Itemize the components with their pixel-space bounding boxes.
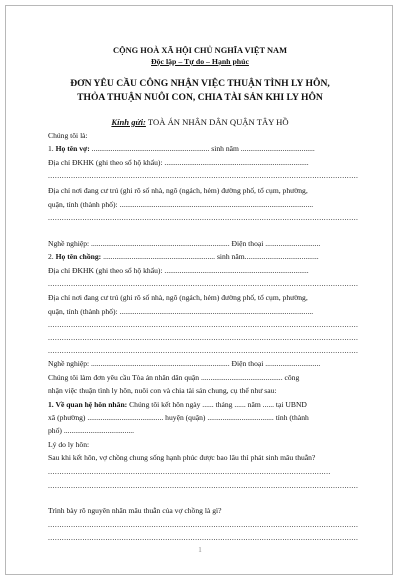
divorce-reason-label: Lý do ly hôn: [48, 440, 90, 449]
dotted-line: ....................................................................................................................................... [48, 279, 359, 288]
husband-residence-line-2: quận, tỉnh (thành phố): ...................................................................................................... [48, 307, 314, 316]
document-page [5, 5, 393, 575]
wife-registered-address: Địa chỉ ĐKHK (ghi theo sổ hộ khẩu): ............................................................................ [48, 158, 309, 167]
request-line-2: nhận việc thuận tình ly hôn, nuôi con và chia tài sản chung, cụ thể như sau: [48, 386, 277, 395]
husband-label: Họ tên chồng: [55, 252, 102, 261]
marriage-section-line-2: xã (phường) ........................................ huyện (quận) ................................... tỉnh (thành [48, 413, 309, 422]
dotted-line: ....................................................................................................................................... [48, 333, 359, 342]
wife-name-line [48, 144, 315, 153]
dotted-line: ....................................................................................................................................... [48, 520, 359, 529]
husband-occupation-line: Nghề nghiệp: ......................................................................... Điện thoại ............................. [48, 359, 321, 368]
wife-num: 1. [48, 144, 54, 153]
marriage-date-text: Chúng tôi kết hôn ngày ...... tháng ...... năm ...... tại UBND [127, 400, 307, 409]
wife-residence-line-1: Địa chỉ nơi đang cư trú (ghi rõ số nhà, ngõ (ngách, hẻm) đường phố, tổ cụm, phường, [48, 186, 308, 195]
wife-residence-line-2: quận, tỉnh (thành phố): ...................................................................................................... [48, 200, 314, 209]
recipient-value: TOÀ ÁN NHÂN DÂN QUẬN TÂY HỒ [147, 117, 289, 127]
dotted-line: ........................................................................................................................... [48, 467, 331, 476]
request-line-1: Chúng tôi làm đơn yêu cầu Tòa án nhân dân quận ........................................... công [48, 373, 300, 382]
wife-label: Họ tên vợ: [55, 144, 90, 153]
husband-num: 2. [48, 252, 54, 261]
motto-text: Độc lập – Tự do – Hạnh phúc [151, 57, 249, 66]
title-line-1: ĐƠN YÊU CẦU CÔNG NHẬN VIỆC THUẬN TÌNH LY HÔN, [70, 78, 330, 89]
marriage-section-line-3: phố) ..................................... [48, 426, 135, 435]
motto [6, 57, 394, 66]
wife-occupation-line: Nghề nghiệp: ......................................................................... Điện thoại ............................. [48, 239, 321, 248]
intro-text: Chúng tôi là: [48, 131, 88, 140]
dotted-line: ....................................................................................................................................... [48, 171, 359, 180]
husband-name-line [48, 252, 319, 261]
marriage-section-line-1 [48, 400, 307, 409]
recipient-line [6, 117, 394, 127]
page-number: 1 [198, 546, 202, 554]
nation-header: CỘNG HOÀ XÃ HỘI CHỦ NGHĨA VIỆT NAM [113, 46, 287, 55]
question-conflict-cause: Trình bày rõ nguyên nhân mâu thuẫn của vợ chồng là gì? [48, 506, 222, 515]
title-line-2: THỎA THUẬN NUÔI CON, CHIA TÀI SẢN KHI LY HÔN [77, 92, 323, 103]
dotted-line: ....................................................................................................................................... [48, 533, 359, 542]
dotted-line: ....................................................................................................................................... [48, 213, 359, 222]
husband-registered-address: Địa chỉ ĐKHK (ghi theo sổ hộ khẩu): ............................................................................ [48, 266, 309, 275]
marriage-section-label: 1. Về quan hệ hôn nhân: [48, 400, 128, 409]
dotted-line: ....................................................................................................................................... [48, 320, 359, 329]
recipient-label: Kính gửi: [111, 117, 146, 127]
wife-dots: .............................................................. sinh năm ....................................... [89, 144, 315, 153]
question-conflict-start: Sau khi kết hôn, vợ chồng chung sống hạnh phúc được bao lâu thì phát sinh mâu thuẫn? [48, 453, 316, 462]
husband-residence-line-1: Địa chỉ nơi đang cư trú (ghi rõ số nhà, ngõ (ngách, hẻm) đường phố, tổ cụm, phường, [48, 293, 308, 302]
husband-dots: ........................................................... sinh năm....................................... [101, 252, 319, 261]
dotted-line: ....................................................................................................................................... [48, 346, 359, 355]
dotted-line: ....................................................................................................................................... [48, 481, 359, 490]
